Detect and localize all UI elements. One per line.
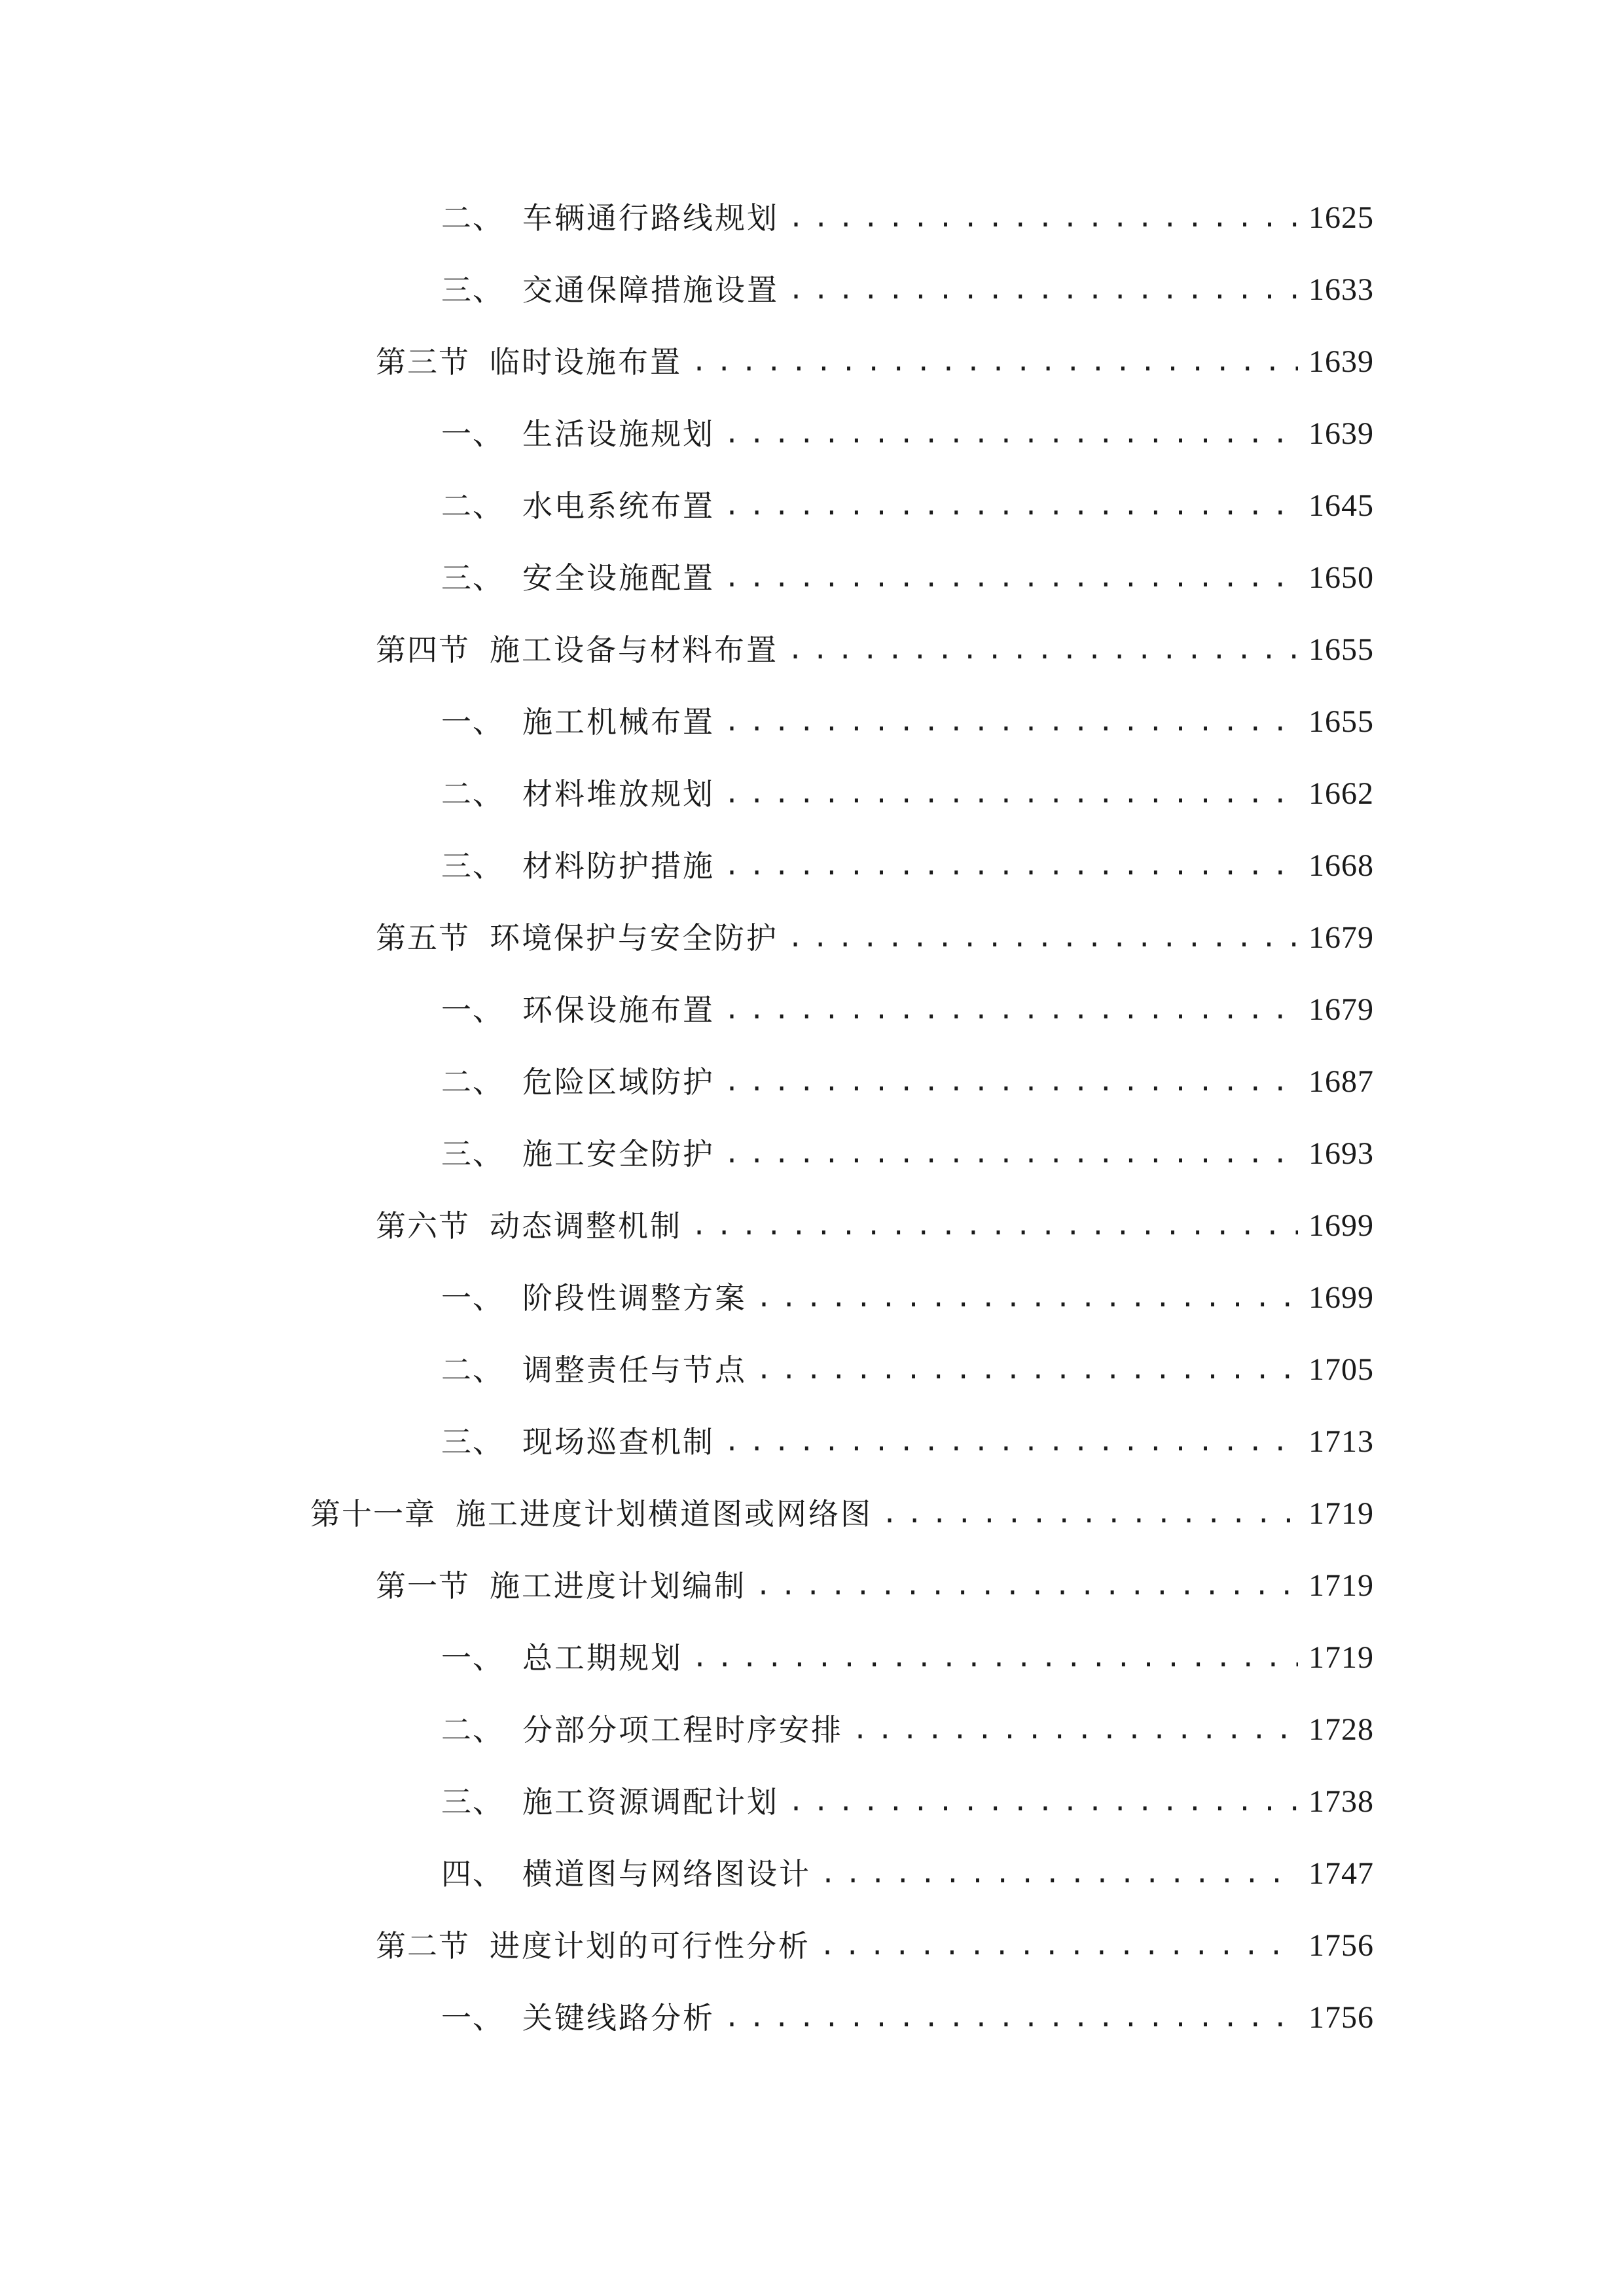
toc-entry-title: 交通保障措施设置 xyxy=(522,272,779,308)
dot-leader xyxy=(811,1851,1298,1897)
dot-leader xyxy=(843,1707,1298,1753)
toc-entry-page: 1625 xyxy=(1308,200,1374,235)
toc-entry-title: 环境保护与安全防护 xyxy=(490,920,778,956)
toc-entry-number: 一、 xyxy=(441,1280,504,1316)
toc-entry-title: 横道图与网络图设计 xyxy=(522,1856,811,1892)
dot-leader xyxy=(747,1275,1298,1321)
toc-entry-page: 1699 xyxy=(1308,1280,1374,1315)
toc-entry-page: 1747 xyxy=(1308,1856,1374,1891)
toc-entry[interactable] xyxy=(441,1707,1374,1753)
dot-leader xyxy=(779,267,1298,313)
toc-entry-number: 二、 xyxy=(441,1064,504,1100)
toc-entry-page: 1738 xyxy=(1308,1784,1374,1819)
toc-entry[interactable] xyxy=(441,987,1374,1033)
dot-leader xyxy=(715,1995,1298,2041)
toc-entry-title: 分部分项工程时序安排 xyxy=(522,1712,843,1748)
toc-entry-title: 安全设施配置 xyxy=(522,560,715,596)
toc-entry-number: 第二节 xyxy=(376,1928,470,1964)
toc-entry-title: 施工机械布置 xyxy=(522,704,715,740)
toc-entry-number: 一、 xyxy=(441,1640,504,1676)
toc-entry-number: 三、 xyxy=(441,1136,504,1172)
toc-entry-number: 三、 xyxy=(441,848,504,884)
toc-entry-number: 二、 xyxy=(441,1352,504,1388)
toc-entry[interactable] xyxy=(441,1419,1374,1465)
toc-entry[interactable] xyxy=(441,555,1374,601)
dot-leader xyxy=(873,1491,1298,1537)
toc-entry[interactable] xyxy=(376,1923,1374,1969)
dot-leader xyxy=(682,339,1298,385)
toc-entry-page: 1639 xyxy=(1308,416,1374,451)
toc-entry[interactable] xyxy=(441,1347,1374,1393)
toc-entry-page: 1662 xyxy=(1308,776,1374,811)
toc-entry[interactable] xyxy=(441,267,1374,313)
toc-entry-number: 第一节 xyxy=(376,1568,470,1604)
toc-entry-page: 1693 xyxy=(1308,1136,1374,1171)
toc-entry-title: 施工设备与材料布置 xyxy=(490,632,778,668)
toc-entry-title: 动态调整机制 xyxy=(490,1208,682,1244)
toc-entry-page: 1679 xyxy=(1308,920,1374,955)
toc-entry[interactable] xyxy=(376,1203,1374,1249)
toc-entry[interactable] xyxy=(441,699,1374,745)
toc-entry-title: 进度计划的可行性分析 xyxy=(490,1928,810,1964)
toc-entry-number: 第六节 xyxy=(376,1208,470,1244)
toc-entry-number: 二、 xyxy=(441,1712,504,1748)
toc-entry-page: 1719 xyxy=(1308,1568,1374,1603)
toc-entry-page: 1699 xyxy=(1308,1208,1374,1243)
dot-leader xyxy=(715,843,1298,889)
dot-leader xyxy=(778,627,1298,673)
toc-entry-number: 第五节 xyxy=(376,920,470,956)
toc-entry[interactable] xyxy=(441,843,1374,889)
toc-entry-number: 一、 xyxy=(441,2000,504,2036)
toc-entry-page: 1713 xyxy=(1308,1424,1374,1459)
toc-entry[interactable] xyxy=(441,771,1374,817)
toc-entry-page: 1633 xyxy=(1308,272,1374,307)
toc-entry-title: 车辆通行路线规划 xyxy=(522,200,779,236)
dot-leader xyxy=(683,1635,1298,1681)
toc-entry[interactable] xyxy=(441,1275,1374,1321)
toc-entry-title: 环保设施布置 xyxy=(522,992,715,1028)
toc-entry-page: 1645 xyxy=(1308,488,1374,523)
toc-entry-page: 1719 xyxy=(1308,1640,1374,1675)
toc-entry-number: 二、 xyxy=(441,776,504,812)
toc-entry-page: 1687 xyxy=(1308,1064,1374,1099)
toc-entry-page: 1668 xyxy=(1308,848,1374,883)
toc-entry[interactable] xyxy=(441,1995,1374,2041)
dot-leader xyxy=(810,1923,1298,1969)
toc-entry-number: 三、 xyxy=(441,272,504,308)
dot-leader xyxy=(779,195,1298,241)
toc-entry-title: 生活设施规划 xyxy=(522,416,715,452)
toc-entry-number: 二、 xyxy=(441,488,504,524)
toc-entry-title: 施工进度计划编制 xyxy=(490,1568,746,1604)
dot-leader xyxy=(779,1779,1298,1825)
toc-entry-title: 危险区域防护 xyxy=(522,1064,715,1100)
dot-leader xyxy=(715,555,1298,601)
toc-entry-number: 四、 xyxy=(441,1856,504,1892)
toc-entry-title: 阶段性调整方案 xyxy=(522,1280,747,1316)
toc-entry[interactable] xyxy=(441,483,1374,529)
toc-entry[interactable] xyxy=(441,1059,1374,1105)
dot-leader xyxy=(747,1347,1298,1393)
toc-entry-title: 施工资源调配计划 xyxy=(522,1784,779,1820)
toc-entry[interactable] xyxy=(310,1491,1374,1537)
toc-entry-page: 1679 xyxy=(1308,992,1374,1027)
toc-entry-title: 现场巡查机制 xyxy=(522,1424,715,1460)
toc-entry-number: 一、 xyxy=(441,416,504,452)
toc-entry[interactable] xyxy=(376,339,1374,385)
toc-entry[interactable] xyxy=(441,1779,1374,1825)
toc-entry[interactable] xyxy=(441,1131,1374,1177)
dot-leader xyxy=(715,987,1298,1033)
dot-leader xyxy=(778,915,1298,961)
toc-entry-title: 总工期规划 xyxy=(522,1640,683,1676)
toc-entry-page: 1639 xyxy=(1308,344,1374,379)
dot-leader xyxy=(715,411,1298,457)
toc-entry-number: 第十一章 xyxy=(310,1496,436,1532)
toc-entry-number: 三、 xyxy=(441,560,504,596)
dot-leader xyxy=(715,1419,1298,1465)
toc-entry-page: 1650 xyxy=(1308,560,1374,595)
dot-leader xyxy=(715,1131,1298,1177)
toc-entry-number: 一、 xyxy=(441,704,504,740)
toc-entry-title: 调整责任与节点 xyxy=(522,1352,747,1388)
toc-entry[interactable] xyxy=(376,915,1374,961)
toc-entry-title: 材料防护措施 xyxy=(522,848,715,884)
toc-entry-number: 二、 xyxy=(441,200,504,236)
toc-entry[interactable] xyxy=(441,411,1374,457)
toc-entry[interactable] xyxy=(441,1635,1374,1681)
toc-entry-title: 临时设施布置 xyxy=(490,344,682,380)
toc-entry-number: 三、 xyxy=(441,1784,504,1820)
toc-entry-title: 水电系统布置 xyxy=(522,488,715,524)
toc-entry[interactable] xyxy=(441,195,1374,241)
dot-leader xyxy=(715,483,1298,529)
toc-entry-page: 1728 xyxy=(1308,1712,1374,1747)
toc-entry-number: 三、 xyxy=(441,1424,504,1460)
toc-entry-page: 1655 xyxy=(1308,704,1374,739)
toc-entry-number: 第三节 xyxy=(376,344,470,380)
toc-entry[interactable] xyxy=(441,1851,1374,1897)
toc-entry-page: 1756 xyxy=(1308,1928,1374,1963)
toc-entry-title: 施工安全防护 xyxy=(522,1136,715,1172)
dot-leader xyxy=(715,1059,1298,1105)
toc-entry-title: 材料堆放规划 xyxy=(522,776,715,812)
dot-leader xyxy=(746,1563,1298,1609)
toc-entry-title: 关键线路分析 xyxy=(522,2000,715,2036)
toc-entry-number: 一、 xyxy=(441,992,504,1028)
dot-leader xyxy=(715,771,1298,817)
toc-entry[interactable] xyxy=(376,1563,1374,1609)
toc-entry-page: 1705 xyxy=(1308,1352,1374,1387)
dot-leader xyxy=(682,1203,1298,1249)
dot-leader xyxy=(715,699,1298,745)
toc-entry-page: 1719 xyxy=(1308,1496,1374,1531)
toc-entry-page: 1756 xyxy=(1308,2000,1374,2035)
toc-entry-title: 施工进度计划横道图或网络图 xyxy=(456,1496,873,1532)
toc-entry[interactable] xyxy=(376,627,1374,673)
toc-entry-page: 1655 xyxy=(1308,632,1374,667)
toc-entry-number: 第四节 xyxy=(376,632,470,668)
